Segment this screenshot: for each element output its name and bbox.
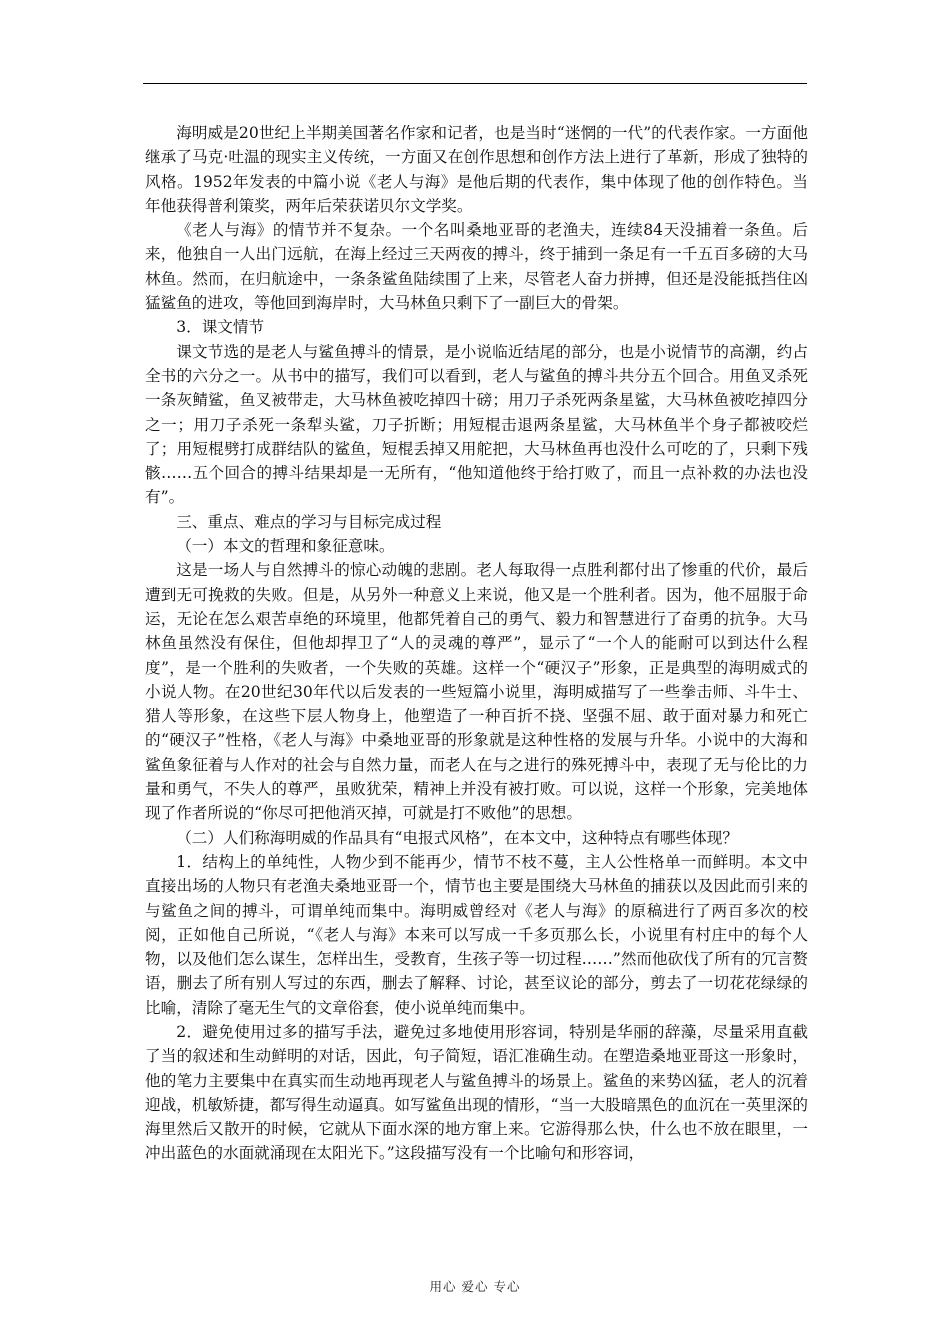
section-heading-lesson-plot: 3．课文情节 (176, 318, 265, 337)
paragraph-description: 2．避免使用过多的描写手法，避免过多地使用形容词，特别是华丽的辞藻，尽量采用直截了当的叙述和生动鲜明的对话，因此，句子简短，语汇准确生动。在塑造桑地亚哥这一形象时，他的笔力主要集中在真实而生动地再现老人与鲨鱼搏斗的场景上。鲨鱼的来势凶猛，老人的沉着迎战，机敏矫捷，都写得生动逼真。如写鲨鱼出现的情形，“当一大股暗黑色的血沉在一英里深的海里然后又散开的时候，它就从下面水深的地方窜上来。它游得那么快，什么也不放在眼里，一冲出蓝色的水面就涌现在太阳光下。”这段描写没有一个比喻句和形容词， (145, 1022, 808, 1163)
header-rule (143, 83, 807, 84)
page-footer: 用心 爱心 专心 (429, 1279, 521, 1294)
subheading-telegraph-style: （二）人们称海明威的作品具有“电报式风格”，在本文中，这种特点有哪些体现？ (176, 828, 738, 847)
paragraph-plot-summary: 《老人与海》的情节并不复杂。一个名叫桑地亚哥的老渔夫，连续84天没捕着一条鱼。后来，他独自一人出门远航，在海上经过三天两夜的搏斗，终于捕到一条足有一千五百多磅的大马林鱼。然而，在归航途中，一条条鲨鱼陆续围了上来，尽管老人奋力拼搏，但还是没能抵挡住凶猛鲨鱼的进攻，等他回到海岸时，大马林鱼只剩下了一副巨大的骨架。 (145, 221, 808, 313)
paragraph-structure: 1．结构上的单纯性，人物少到不能再少，情节不枝不蔓，主人公性格单一而鲜明。本文中直接出场的人物只有老渔夫桑地亚哥一个，情节也主要是围绕大马林鱼的捕获以及因此而引来的与鲨鱼之间的搏斗，可谓单纯而集中。海明威曾经对《老人与海》的原稿进行了两百多次的校阅，正如他自己所说，“《老人与海》本来可以写成一千多页那么长，小说里有村庄中的每个人物，以及他们怎么谋生，怎样出生，受教育，生孩子等一切过程……”然而他砍伐了所有的冗言赘语，删去了所有别人写过的东西，删去了解释、讨论，甚至议论的部分，剪去了一切花花绿绿的比喻，清除了毫无生气的文章俗套，使小说单纯而集中。 (145, 852, 808, 1017)
section-heading-key-points: 三、重点、难点的学习与目标完成过程 (176, 512, 442, 531)
paragraph-symbolism: 这是一场人与自然搏斗的惊心动魄的悲剧。老人每取得一点胜利都付出了惨重的代价，最后遭到无可挽救的失败。但是，从另外一种意义上来说，他又是一个胜利者。因为，他不屈服于命运，无论在怎么艰苦卓绝的环境里，他都凭着自己的勇气、毅力和智慧进行了奋勇的抗争。大马林鱼虽然没有保住，但他却捍卫了“人的灵魂的尊严”，显示了“一个人的能耐可以到达什么程度”，是一个胜利的失败者，一个失败的英雄。这样一个“硬汉子”形象，正是典型的海明威式的小说人物。在20世纪30年代以后发表的一些短篇小说里，海明威描写了一些拳击师、斗牛士、猎人等形象，在这些下层人物身上，他塑造了一种百折不挠、坚强不屈、敢于面对暴力和死亡的“硬汉子”性格，《老人与海》中桑地亚哥的形象就是这种性格的发展与升华。小说中的大海和鲨鱼象征着与人作对的社会与自然力量，而老人在与之进行的殊死搏斗中，表现了无与伦比的力量和勇气，不失人的尊严，虽败犹荣，精神上并没有被打败。可以说，这样一个形象，完美地体现了作者所说的“你尽可把他消灭掉，可就是打不败他”的思想。 (145, 561, 808, 823)
paragraph-lesson-plot: 课文节选的是老人与鲨鱼搏斗的情景，是小说临近结尾的部分，也是小说情节的高潮，约占全书的六分之一。从书中的描写，我们可以看到，老人与鲨鱼的搏斗共分五个回合。用鱼叉杀死一条灰鲭鲨，鱼叉被带走，大马林鱼被吃掉四十磅；用刀子杀死两条星鲨，大马林鱼被吃掉四分之一；用刀子杀死一条犁头鲨，刀子折断；用短棍击退两条星鲨，大马林鱼半个身子都被咬烂了；用短棍劈打成群结队的鲨鱼，短棍丢掉又用舵把，大马林鱼再也没什么可吃的了，只剩下残骸……五个回合的搏斗结果却是一无所有，“他知道他终于给打败了，而且一点补救的办法也没有”。 (145, 342, 808, 507)
body-text (145, 121, 808, 1166)
paragraph-author-intro: 海明威是20世纪上半期美国著名作家和记者，也是当时“迷惘的一代”的代表作家。一方面他继承了马克·吐温的现实主义传统，一方面又在创作思想和创作方法上进行了革新，形成了独特的风格。1952年发表的中篇小说《老人与海》是他后期的代表作，集中体现了他的创作特色。当年他获得普利策奖，两年后荣获诺贝尔文学奖。 (145, 124, 808, 215)
subheading-symbolism: （一）本文的哲理和象征意味。 (176, 537, 395, 556)
